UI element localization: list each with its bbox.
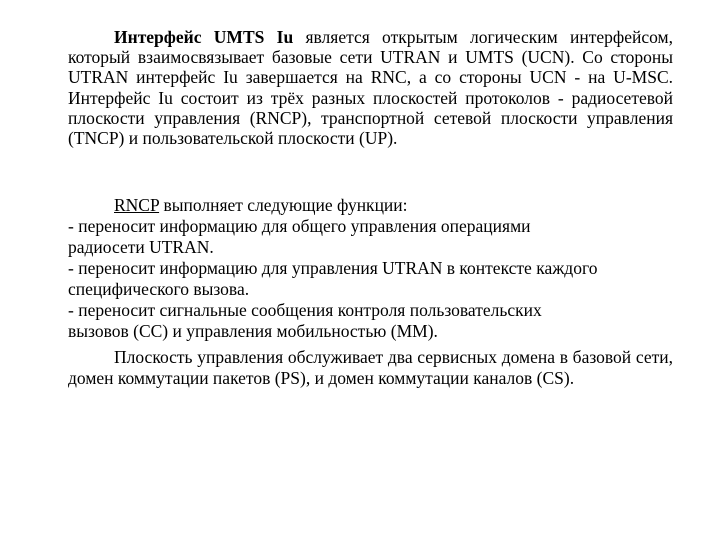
paragraph-iu-interface	[68, 27, 673, 148]
rncp-intro-text: выполняет следующие функции:	[159, 195, 408, 215]
rncp-function-line: специфического вызова.	[68, 279, 250, 299]
rncp-function-line: вызовов (CC) и управления мобильностью (MM).	[68, 321, 438, 341]
rncp-function-line: - переносит информацию для управления UTRAN в контексте каждого	[68, 258, 598, 278]
rncp-function-line: - переносит информацию для общего управления операциями	[68, 216, 531, 236]
paragraph-rncp-functions	[68, 195, 679, 342]
iu-interface-heading: Интерфейс UMTS Iu	[114, 27, 294, 47]
rncp-intro-line	[68, 195, 679, 216]
rncp-function-line: радиосети UTRAN.	[68, 237, 214, 257]
iu-interface-description: является открытым логическим интерфейсом, который взаимосвязывает базовые сети UTRAN и UMTS (UCN). Со стороны UTRAN интерфейс Iu завершается на RNC, а со стороны UCN - на U-MSC. Интерфейс Iu состоит из трёх разных плоскостей протоколов - радиосетевой плоскости управления (RNCP), транспортной сетевой плоскости управления (TNCP) и пользовательской плоскости (UP).	[68, 27, 673, 149]
rncp-function-line: - переносит сигнальные сообщения контроля пользовательских	[68, 300, 542, 320]
control-plane-text: Плоскость управления обслуживает два сервисных домена в базовой сети, домен коммутации пакетов (PS), и домен коммутации каналов (CS).	[68, 347, 673, 388]
paragraph-control-plane	[68, 347, 673, 388]
rncp-term: RNCP	[114, 195, 160, 215]
